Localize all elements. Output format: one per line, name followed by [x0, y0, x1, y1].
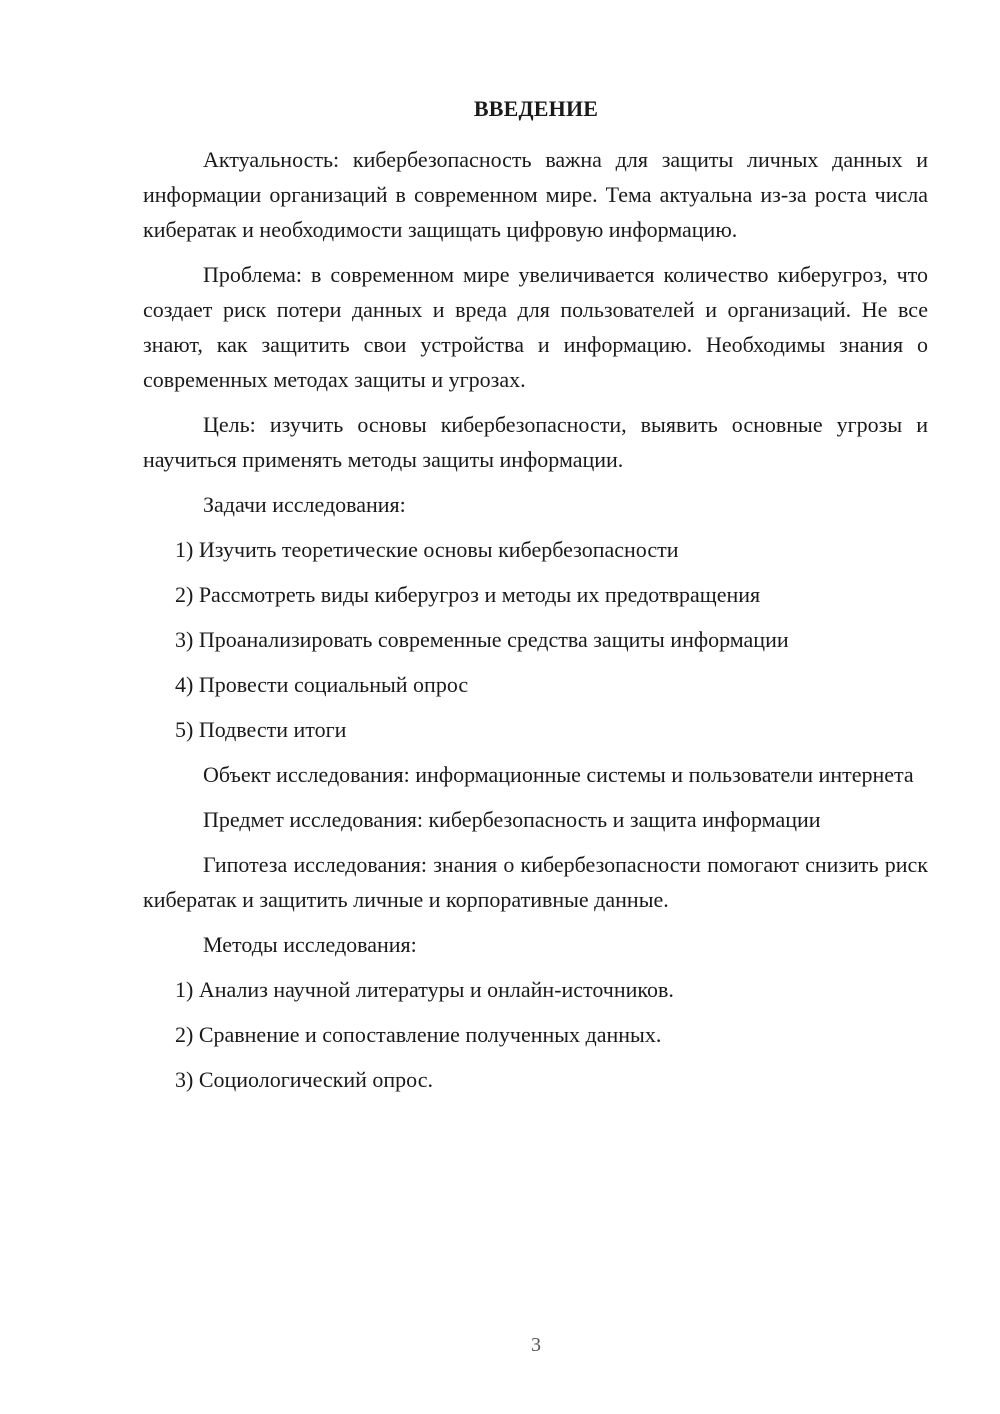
problem-paragraph: Проблема: в современном мире увеличивается количество киберугроз, что создает риск потери данных и вреда для пользователей и организаций. Не все знают, как защитить свои устройства и информацию. Необходимы знания о современных методах защиты и угрозах.: [143, 262, 928, 392]
list-item: 1) Изучить теоретические основы кибербезопасности: [175, 537, 679, 562]
methods-heading: Методы исследования:: [203, 932, 417, 957]
list-item: 4) Провести социальный опрос: [175, 672, 469, 697]
list-item: 1) Анализ научной литературы и онлайн-источников.: [175, 977, 674, 1002]
list-item: 3) Проанализировать современные средства защиты информации: [175, 627, 789, 652]
document-body: [143, 142, 928, 1107]
hypothesis-paragraph: Гипотеза исследования: знания о кибербезопасности помогают снизить риск кибератак и защитить личные и корпоративные данные.: [143, 852, 928, 912]
list-item: 5) Подвести итоги: [175, 717, 347, 742]
object-paragraph: Объект исследования: информационные системы и пользователи интернета: [203, 762, 914, 787]
tasks-heading: Задачи исследования:: [203, 492, 406, 517]
subject-paragraph: Предмет исследования: кибербезопасность и защита информации: [203, 807, 821, 832]
goal-paragraph: Цель: изучить основы кибербезопасности, выявить основные угрозы и научиться применять методы защиты информации.: [143, 412, 928, 472]
list-item: 3) Социологический опрос.: [175, 1067, 433, 1092]
page-title: ВВЕДЕНИЕ: [473, 96, 599, 121]
list-item: 2) Сравнение и сопоставление полученных данных.: [175, 1022, 662, 1047]
relevance-paragraph: Актуальность: кибербезопасность важна для защиты личных данных и информации организаций в современном мире. Тема актуальна из-за роста числа кибератак и необходимости защищать цифровую информацию.: [143, 147, 928, 242]
methods-list: [143, 972, 928, 1097]
list-item: 2) Рассмотреть виды киберугроз и методы их предотвращения: [175, 582, 761, 607]
page-number: 3: [531, 1334, 541, 1356]
tasks-list: [143, 532, 928, 747]
